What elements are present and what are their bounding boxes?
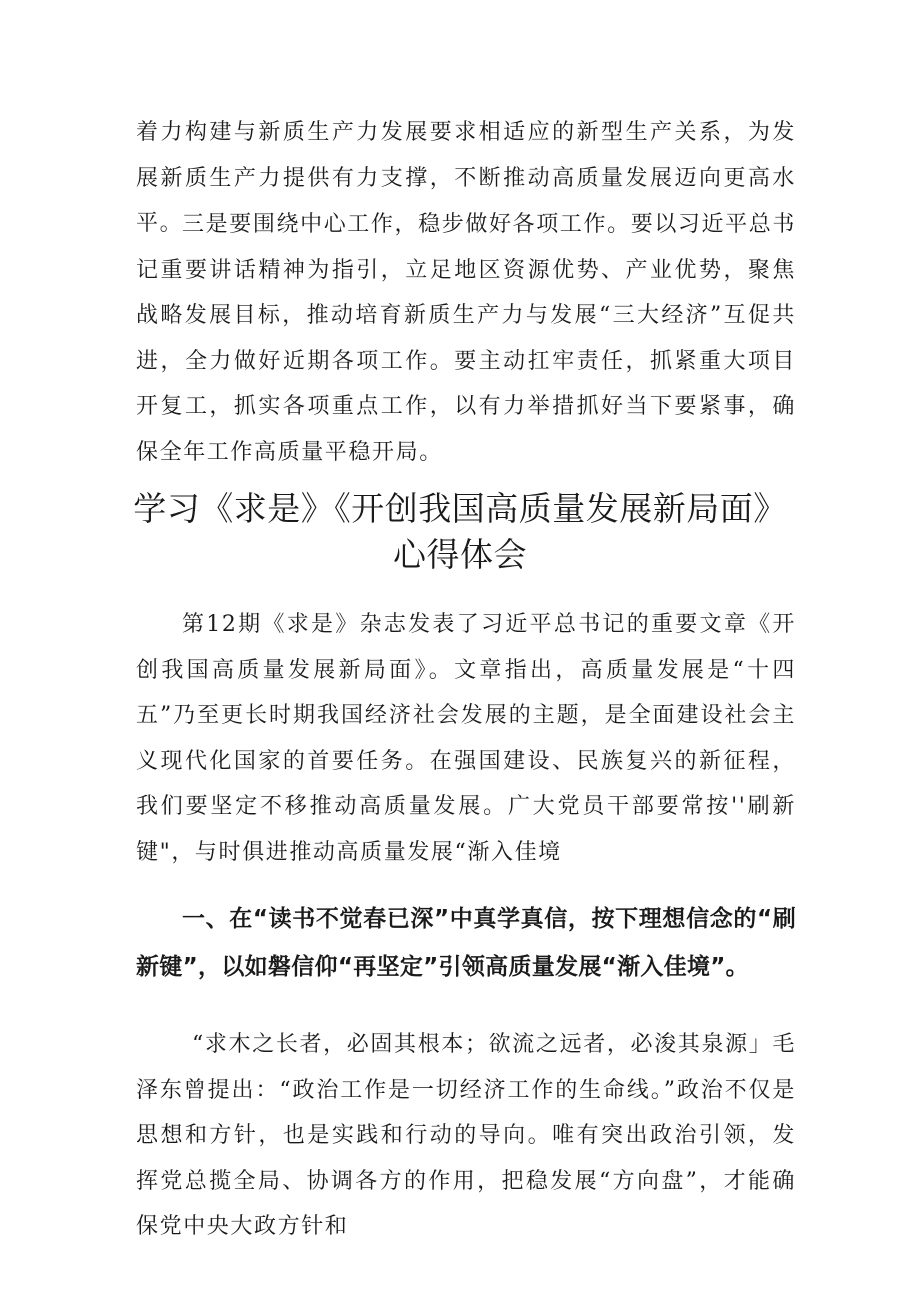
body-paragraph-4: “求木之长者，必固其根本；欲流之远者，必浚其泉源」毛泽东曾提出：“政治工作是一切经济工作的生命线。”政治不仅是思想和方针，也是实践和行动的导向。唯有突出政治引领，发挥党总揽全局、协调各方的作用，把稳发展“方向盘”，才能确保党中央大政方针和 bbox=[136, 1032, 796, 1240]
section-heading-1: 一、在“读书不觉春已深”中真学真信，按下理想信念的“刷新键”，以如磐信仰“再坚定”引领高质量发展“渐入佳境”。 bbox=[136, 906, 796, 980]
body-paragraph-1: 着力构建与新质生产力发展要求相适应的新型生产关系，为发展新质生产力提供有力支撑，不断推动高质量发展迈向更高水平。 bbox=[136, 120, 796, 237]
article-title: 学习《求是》《开创我国高质量发展新局面》心得体会 bbox=[133, 489, 787, 574]
body-paragraph-3: 第12期《求是》杂志发表了习近平总书记的重要文章《开创我国高质量发展新局面》。文章指出，高质量发展是“十四五”乃至更长时期我国经济社会发展的主题，是全面建设社会主义现代化国家的首要任务。在强国建设、民族复兴的新征程，我们要坚定不移推动高质量发展。广大党员干部要常按''刷新键"，与时俱进推动高质量发展“渐入佳境 bbox=[136, 612, 796, 865]
body-paragraph-2: 三是要围绕中心工作，稳步做好各项工作。要以习近平总书记重要讲话精神为指引，立足地区资源优势、产业优势，聚焦战略发展目标，推动培育新质生产力与发展“三大经济”互促共进，全力做好近期各项工作。要主动扛牢责任，抓紧重大项目开复工，抓实各项重点工作，以有力举措抓好当下要紧事，确保全年工作高质量平稳开局。 bbox=[136, 212, 796, 465]
